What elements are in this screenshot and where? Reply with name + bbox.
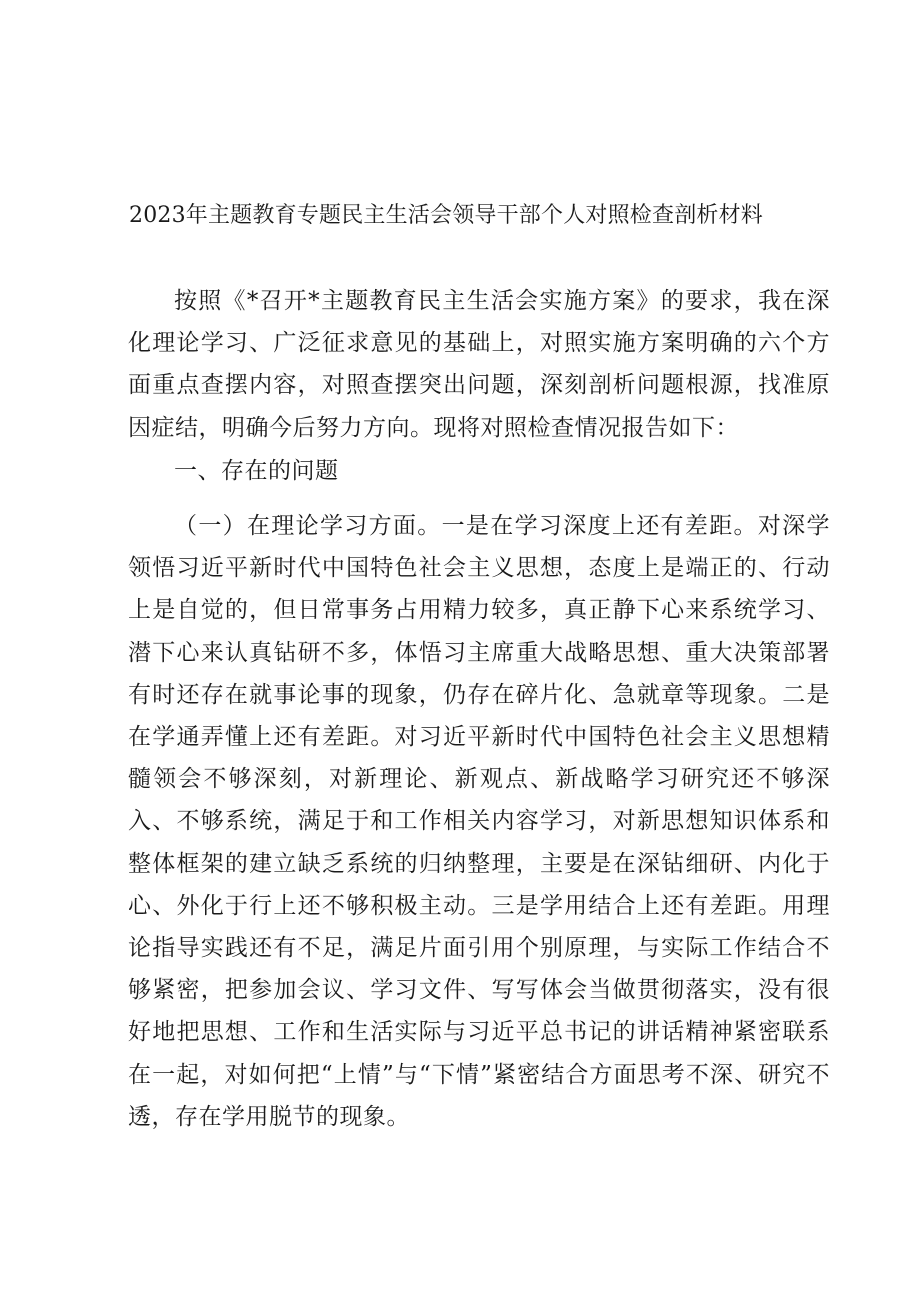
section-heading-problems: 一、存在的问题 [174,458,339,484]
theory-study-paragraph: （一）在理论学习方面。一是在学习深度上还有差距。对深学领悟习近平新时代中国特色社会主义思想，态度上是端正的、行动上是自觉的，但日常事务占用精力较多，真正静下心来系统学习、潜下心来认真钻研不多，体悟习主席重大战略思想、重大决策部署有时还存在就事论事的现象，仍存在碎片化、急就章等现象。二是在学通弄懂上还有差距。对习近平新时代中国特色社会主义思想精髓领会不够深刻，对新理论、新观点、新战略学习研究还不够深入、不够系统，满足于和工作相关内容学习，对新思想知识体系和整体框架的建立缺乏系统的归纳整理，主要是在深钻细研、内化于心、外化于行上还不够积极主动。三是学用结合上还有差距。用理论指导实践还有不足，满足片面引用个别原理，与实际工作结合不够紧密，把参加会议、学习文件、写写体会当做贯彻落实，没有很好地把思想、工作和生活实际与习近平总书记的讲话精神紧密联系在一起，对如何把“上情”与“下情”紧密结合方面思考不深、研究不透，存在学用脱节的现象。 [128,513,830,1130]
intro-paragraph: 按照《*召开*主题教育民主生活会实施方案》的要求，我在深化理论学习、广泛征求意见的基础上，对照实施方案明确的六个方面重点查摆内容，对照查摆突出问题，深刻剖析问题根源，找准原因症结，明确今后努力方向。现将对照检查情况报告如下： [128,288,830,441]
document-title: 2023年主题教育专题民主生活会领导干部个人对照检查剖析材料 [129,203,763,228]
